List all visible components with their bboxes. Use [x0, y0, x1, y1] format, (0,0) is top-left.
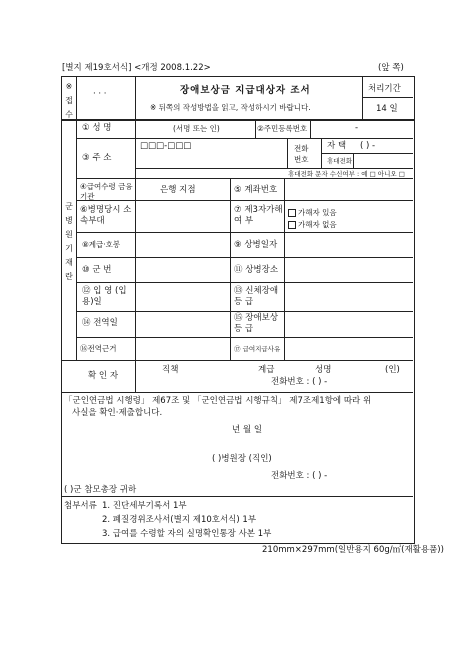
processing-period-label: 처리기간	[368, 84, 401, 94]
confirmer-phone: 전화번호 : ( ) -	[271, 377, 328, 387]
bank-value: 은행 지점	[160, 185, 196, 195]
processing-period-value: 14 일	[376, 104, 398, 114]
addressee: ( )군 참모총장 귀하	[64, 485, 137, 495]
enlistment-date-label: ⑫ 입 영 (입용)일	[82, 286, 127, 307]
sms-consent: 휴대전화 문자 수신여부 : 예 □ 아니오 □	[288, 170, 405, 178]
address-label: ③ 주 소	[82, 153, 112, 163]
receipt-value: · · ·	[93, 89, 107, 99]
disability-grade-label: ⑬ 신체장애 등 급	[234, 286, 279, 307]
confirmer-seal: (인)	[385, 365, 400, 375]
perpetrator-yes-option[interactable]: 가해자 있음	[288, 209, 337, 217]
instruction-note: ※ 뒤쪽의 작성방법을 읽고, 작성하시기 바랍니다.	[150, 103, 311, 112]
checkbox-icon	[288, 221, 296, 229]
injury-date-label: ⑨ 상병일자	[234, 240, 278, 250]
phone-label: 전화번호	[294, 144, 309, 164]
attachment-item: 1. 진단세부기록서 1부	[102, 501, 187, 511]
attachment-item: 3. 급여를 수령할 자의 실명확인통장 사본 1부	[102, 529, 272, 539]
discharge-date-label: ⑭ 전역일	[82, 318, 118, 328]
perpetrator-no-option[interactable]: 가해자 없음	[288, 221, 337, 229]
signature-note: (서명 또는 인)	[173, 124, 220, 133]
page-side-label: (앞 쪽)	[378, 63, 404, 73]
checkbox-icon	[288, 209, 296, 217]
confirmer-rank: 계급	[258, 365, 275, 375]
discharge-basis-label: ⑯전역근거	[80, 344, 117, 353]
confirmer-name: 성명	[315, 365, 332, 375]
account-label: ⑤ 계좌번호	[234, 185, 278, 195]
confirmer-label: 확 인 자	[88, 371, 119, 381]
bank-label: ④급여수령 금융기관	[80, 182, 133, 201]
hospital-phone: 전화번호 : ( ) -	[271, 471, 328, 481]
service-number-label: ⑩ 군 번	[82, 265, 112, 275]
compensation-grade-label: ⑮ 장애보상 등 급	[234, 313, 279, 334]
payment-reason-label: ⑰ 급여지급사유	[234, 345, 281, 353]
paper-spec: 210mm×297mm(일반용지 60g/㎡(재활용품))	[262, 545, 444, 555]
hospital-director-line: ( )병원장 (직인)	[212, 454, 272, 464]
rank-label: ⑧계급·호봉	[82, 240, 121, 249]
form-title: 장애보상금 지급대상자 조서	[180, 85, 311, 96]
home-phone-value: ( ) -	[360, 141, 376, 151]
statement-date: 년 월 일	[232, 425, 263, 435]
receipt-label: ※접수	[65, 82, 73, 119]
form-id: [별지 제19호서식] <개정 2008.1.22>	[62, 63, 211, 73]
home-phone-label: 자 택	[327, 141, 347, 151]
unit-label: ⑥병명당시 소속부대	[80, 205, 132, 226]
rrn-label: ②주민등록번호	[257, 124, 308, 133]
statement-line-2: 사실을 확인·제출합니다.	[72, 408, 163, 418]
postal-code-field: □□□-□□□	[140, 141, 192, 151]
confirmer-position: 직책	[162, 365, 179, 375]
statement-line-1: 「군인연금법 시행령」 제67조 및 「군인연금법 시행규칙」 제7조제1항에 따라 위	[64, 396, 372, 406]
injury-place-label: ⑪ 상병장소	[234, 265, 279, 275]
military-hospital-side-label: 군병원기재란	[65, 202, 73, 281]
mobile-phone-label: 휴대전화	[327, 157, 353, 165]
rrn-value: -	[355, 123, 359, 133]
name-label: ① 성 명	[82, 123, 112, 133]
perpetrator-label: ⑦ 제3자가해 여 부	[234, 205, 283, 226]
attachment-item: 2. 폐질경위조사서(별지 제10호서식) 1부	[102, 515, 257, 525]
attachments-label: 첨부서류	[64, 501, 97, 511]
